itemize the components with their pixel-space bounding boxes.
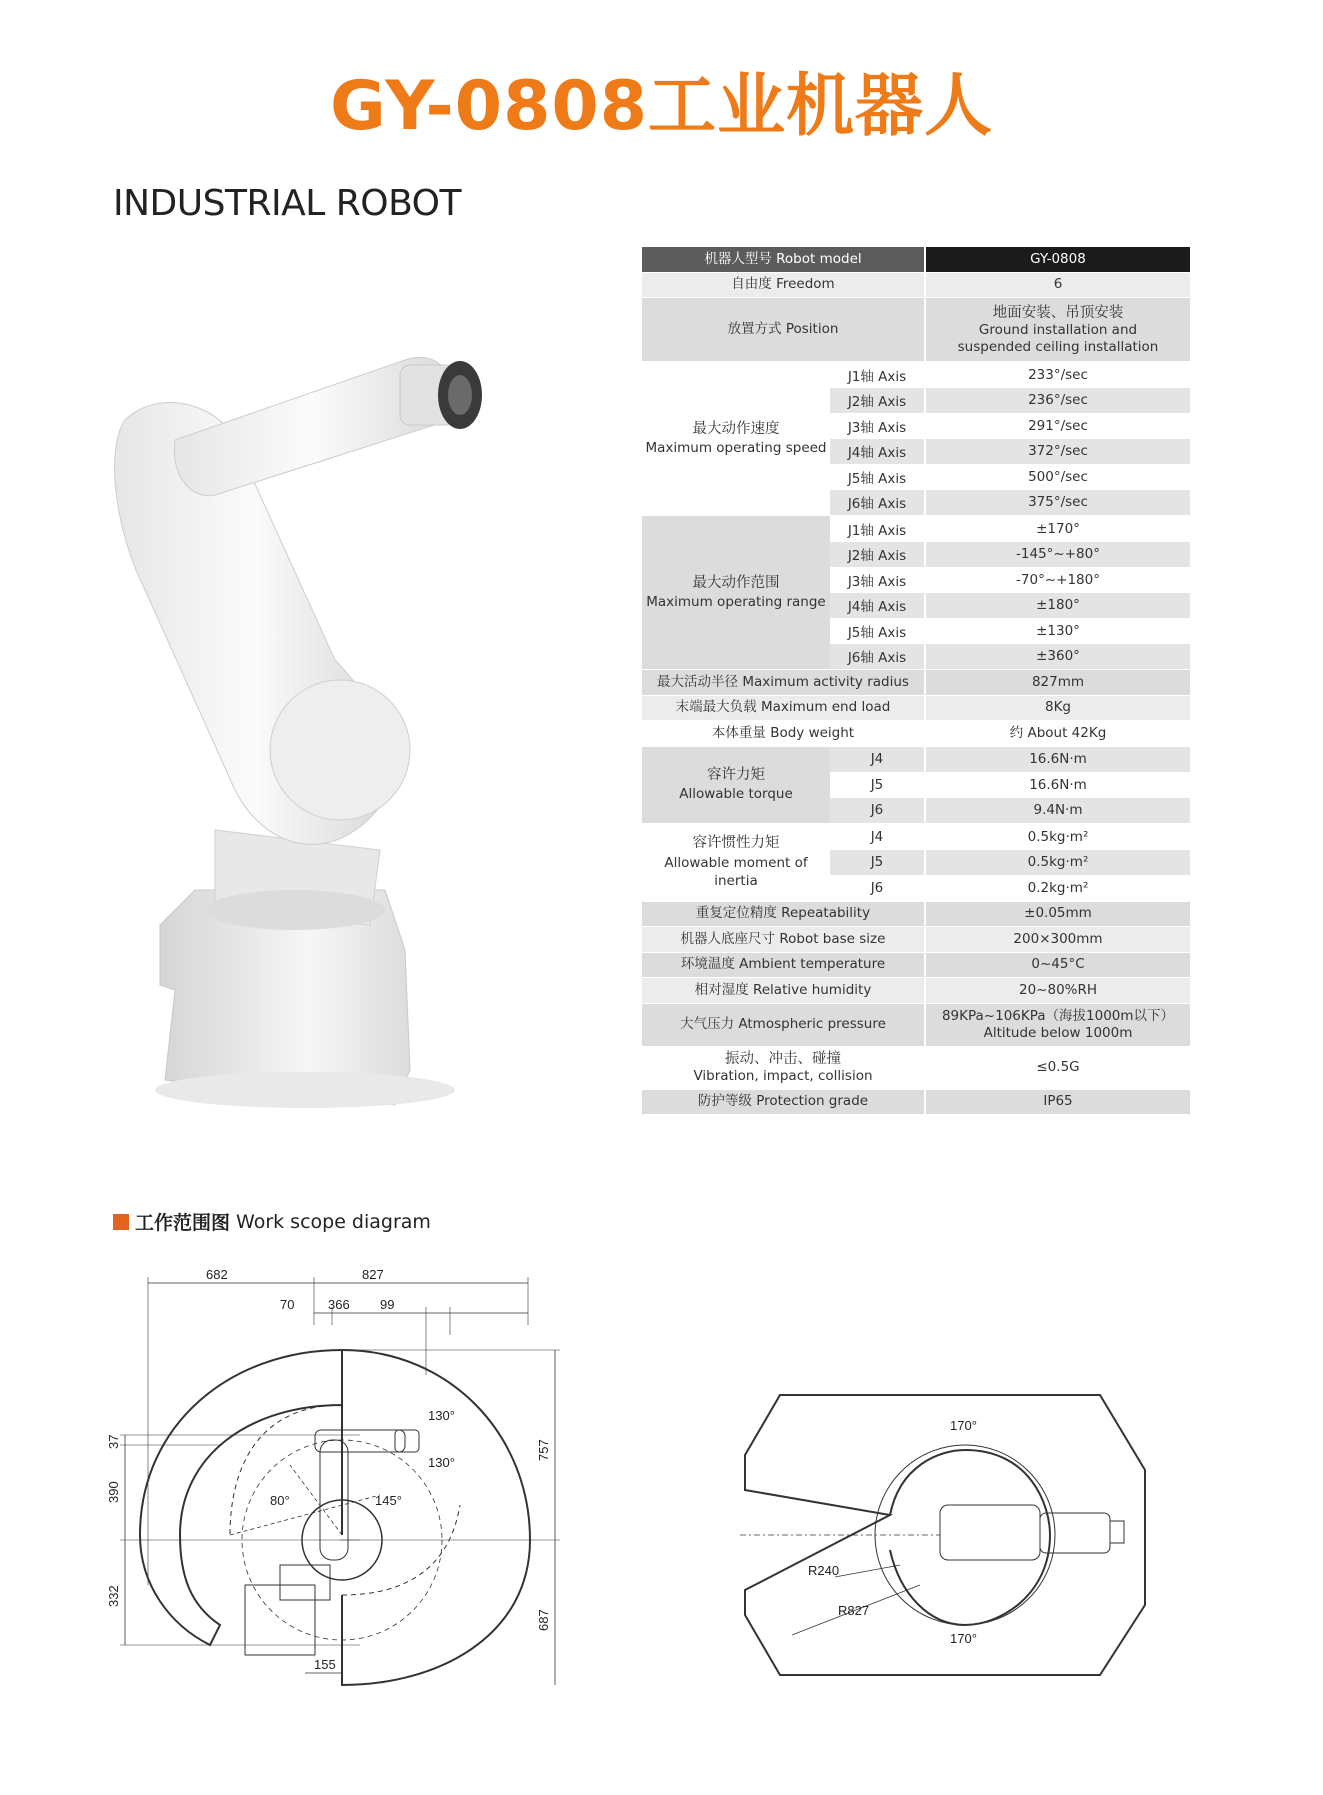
axis-value: 372°/sec <box>926 439 1190 465</box>
spec-row-base-size <box>642 927 1190 953</box>
table-row <box>830 464 1190 490</box>
spec-row-ambient-temp <box>642 953 1190 979</box>
axis-label: J4轴 Axis <box>830 439 924 465</box>
spec-label <box>642 1047 924 1089</box>
robot-illustration <box>105 330 565 1120</box>
spec-row-end-load <box>642 696 1190 722</box>
spec-label: 大气压力 Atmospheric pressure <box>642 1004 924 1046</box>
axis-value: 0.5kg·m² <box>926 824 1190 850</box>
axis-value: 0.2kg·m² <box>926 875 1190 901</box>
spec-row-vibration <box>642 1047 1190 1090</box>
dim-label: 99 <box>380 1297 395 1312</box>
axis-value: 233°/sec <box>926 362 1190 388</box>
table-row <box>830 772 1190 798</box>
angle-label: 130° <box>428 1408 455 1423</box>
page-subtitle: INDUSTRIAL ROBOT <box>113 183 461 224</box>
axis-value: 16.6N·m <box>926 772 1190 798</box>
group-label-zh: 最大动作范围 <box>692 574 780 591</box>
axis-label: J4 <box>830 824 924 850</box>
radius-label: R827 <box>838 1603 870 1618</box>
spec-value-zh: 地面安装、吊顶安装 <box>992 304 1124 321</box>
angle-label: 170° <box>950 1418 977 1433</box>
spec-value: ±0.05mm <box>926 902 1190 927</box>
axis-label: J5轴 Axis <box>830 618 924 644</box>
spec-value <box>926 1004 1190 1046</box>
angle-label: 170° <box>950 1631 977 1646</box>
axis-value: 0.5kg·m² <box>926 850 1190 876</box>
axis-label: J5轴 Axis <box>830 464 924 490</box>
work-scope-heading <box>113 1208 431 1235</box>
spec-value: 约 About 42Kg <box>926 721 1190 746</box>
spec-group-speed <box>642 362 1190 516</box>
dim-label: 827 <box>362 1267 384 1282</box>
spec-value: 827mm <box>926 670 1190 695</box>
axis-label: J1轴 Axis <box>830 516 924 542</box>
axis-value: 291°/sec <box>926 413 1190 439</box>
spec-row-repeatability <box>642 902 1190 928</box>
group-label <box>642 747 830 824</box>
group-label-en: Maximum operating speed <box>645 440 827 457</box>
spec-group-torque <box>642 747 1190 825</box>
dim-label: 37 <box>106 1434 121 1449</box>
axis-label: J3轴 Axis <box>830 413 924 439</box>
axis-label: J6 <box>830 875 924 901</box>
spec-label-en: Vibration, impact, collision <box>693 1068 873 1085</box>
axis-value: 16.6N·m <box>926 747 1190 773</box>
spec-label: 机器人底座尺寸 Robot base size <box>642 927 924 952</box>
group-label-zh: 最大动作速度 <box>692 420 780 437</box>
spec-value: GY-0808 <box>926 247 1190 272</box>
spec-label: 防护等级 Protection grade <box>642 1090 924 1115</box>
spec-row-position <box>642 298 1190 362</box>
spec-row-model <box>642 247 1190 273</box>
angle-label: 80° <box>270 1493 290 1508</box>
spec-value-zh: 89KPa~106KPa（海拔1000m以下） <box>941 1007 1175 1024</box>
group-label <box>642 516 830 669</box>
table-row <box>830 567 1190 593</box>
spec-row-protection <box>642 1090 1190 1116</box>
table-row <box>830 439 1190 465</box>
group-label <box>642 824 830 901</box>
axis-label: J6轴 Axis <box>830 490 924 516</box>
spec-label: 自由度 Freedom <box>642 273 924 298</box>
group-label-zh: 容许惯性力矩 <box>692 835 780 852</box>
radius-label: R240 <box>808 1563 840 1578</box>
axis-value: -145°~+80° <box>926 542 1190 568</box>
spec-value: 20~80%RH <box>926 978 1190 1003</box>
spec-group-range <box>642 516 1190 670</box>
table-row <box>830 850 1190 876</box>
dim-label: 332 <box>106 1585 121 1607</box>
spec-label: 最大活动半径 Maximum activity radius <box>642 670 924 695</box>
spec-label: 本体重量 Body weight <box>642 721 924 746</box>
work-scope-title-en: Work scope diagram <box>236 1210 431 1233</box>
table-row <box>830 593 1190 619</box>
group-label-zh: 容许力矩 <box>707 766 765 783</box>
group-label-en: Allowable torque <box>679 786 793 803</box>
spec-value-en: Ground installation and suspended ceiling installation <box>957 321 1159 355</box>
spec-value: 8Kg <box>926 696 1190 721</box>
spec-value: 6 <box>926 273 1190 298</box>
dim-label: 366 <box>328 1297 350 1312</box>
table-row <box>830 747 1190 773</box>
spec-label: 相对湿度 Relative humidity <box>642 978 924 1003</box>
axis-value: ±170° <box>926 516 1190 542</box>
axis-label: J5 <box>830 850 924 876</box>
table-row <box>830 542 1190 568</box>
table-row <box>830 413 1190 439</box>
spec-row-freedom <box>642 273 1190 299</box>
table-row <box>830 388 1190 414</box>
spec-label: 机器人型号 Robot model <box>642 247 924 272</box>
axis-label: J4 <box>830 747 924 773</box>
side-view-diagram <box>106 1265 590 1685</box>
spec-row-pressure <box>642 1004 1190 1047</box>
axis-value: 375°/sec <box>926 490 1190 516</box>
work-scope-title-zh: 工作范围图 <box>135 1212 231 1234</box>
axis-value: 236°/sec <box>926 388 1190 414</box>
axis-label: J2轴 Axis <box>830 388 924 414</box>
axis-label: J1轴 Axis <box>830 362 924 388</box>
spec-value: 200×300mm <box>926 927 1190 952</box>
spec-label-zh: 振动、冲击、碰撞 <box>725 1051 841 1067</box>
top-view-diagram <box>740 1395 1200 1675</box>
group-label-en: Allowable moment of inertia <box>664 854 808 890</box>
axis-value: 9.4N·m <box>926 798 1190 824</box>
axis-label: J6 <box>830 798 924 824</box>
spec-label: 环境温度 Ambient temperature <box>642 953 924 978</box>
table-row <box>830 362 1190 388</box>
axis-label: J4轴 Axis <box>830 593 924 619</box>
spec-row-body-weight <box>642 721 1190 747</box>
dim-label: 155 <box>314 1657 336 1672</box>
orange-square-icon <box>113 1214 129 1230</box>
dim-label: 390 <box>106 1481 121 1503</box>
axis-value: -70°~+180° <box>926 567 1190 593</box>
spec-row-radius <box>642 670 1190 696</box>
spec-value <box>926 298 1190 361</box>
angle-label: 130° <box>428 1455 455 1470</box>
spec-value-en: Altitude below 1000m <box>983 1024 1133 1041</box>
dim-label: 70 <box>280 1297 295 1312</box>
page-title: GY-0808工业机器人 <box>329 67 994 146</box>
spec-row-humidity <box>642 978 1190 1004</box>
table-row <box>830 490 1190 516</box>
axis-label: J6轴 Axis <box>830 644 924 670</box>
spec-label: 放置方式 Position <box>642 298 924 361</box>
dim-label: 687 <box>536 1609 551 1631</box>
spec-value: ≤0.5G <box>926 1047 1190 1089</box>
dim-label: 682 <box>206 1267 228 1282</box>
table-row <box>830 798 1190 824</box>
axis-value: ±180° <box>926 593 1190 619</box>
dim-label: 757 <box>536 1439 551 1461</box>
group-label-en: Maximum operating range <box>646 594 826 611</box>
axis-value: 500°/sec <box>926 464 1190 490</box>
spec-table <box>642 247 1190 1115</box>
table-row <box>830 875 1190 901</box>
table-row <box>830 618 1190 644</box>
table-row <box>830 644 1190 670</box>
spec-value: IP65 <box>926 1090 1190 1115</box>
axis-label: J2轴 Axis <box>830 542 924 568</box>
axis-label: J3轴 Axis <box>830 567 924 593</box>
group-label <box>642 362 830 515</box>
axis-label: J5 <box>830 772 924 798</box>
table-row <box>830 824 1190 850</box>
table-row <box>830 516 1190 542</box>
spec-label: 末端最大负载 Maximum end load <box>642 696 924 721</box>
axis-value: ±360° <box>926 644 1190 670</box>
spec-group-inertia <box>642 824 1190 902</box>
spec-value: 0~45°C <box>926 953 1190 978</box>
spec-label: 重复定位精度 Repeatability <box>642 902 924 927</box>
axis-value: ±130° <box>926 618 1190 644</box>
angle-label: 145° <box>375 1493 402 1508</box>
